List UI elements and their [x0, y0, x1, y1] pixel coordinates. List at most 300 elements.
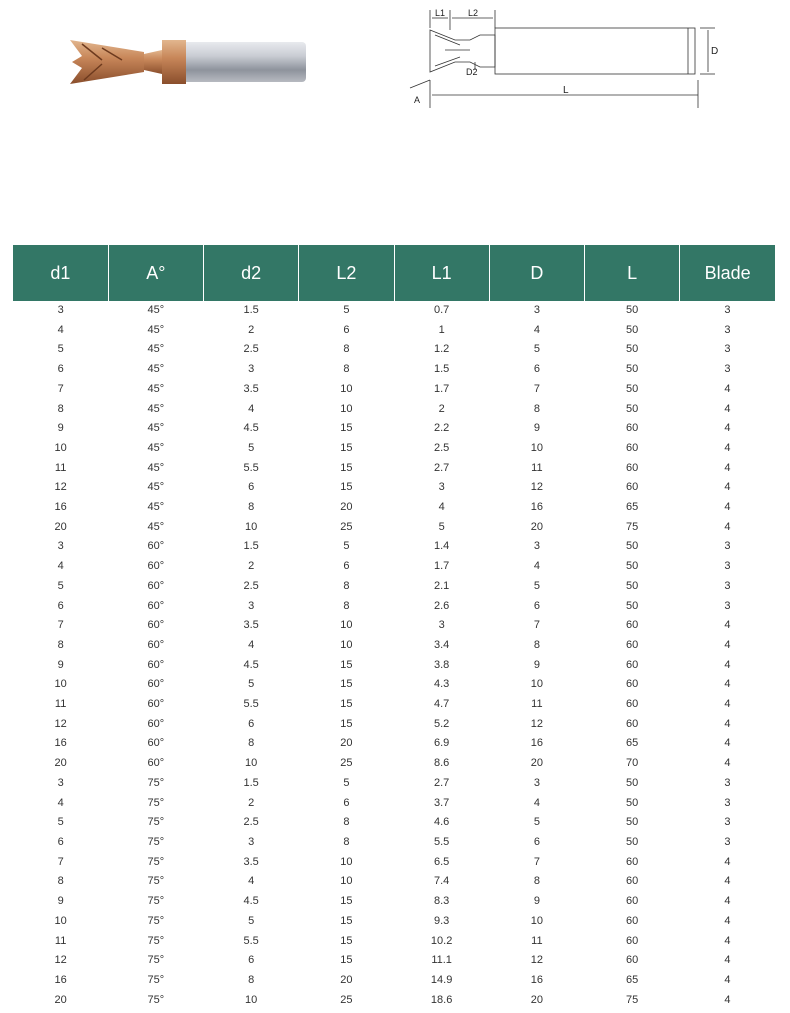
spec-table: [13, 245, 775, 1010]
table-cell: 2: [248, 560, 255, 573]
table-cell: 5: [533, 343, 540, 356]
table-cell: 60: [626, 461, 639, 474]
table-cell: 45°: [147, 481, 165, 494]
table-cell: 9: [57, 422, 64, 435]
table-cell: 6: [57, 835, 64, 848]
table-cell: 45°: [147, 402, 165, 415]
table-cell: 60°: [147, 579, 165, 592]
table-cell: 4: [724, 895, 731, 908]
table-cell: 15: [340, 895, 353, 908]
table-cell: 60°: [147, 717, 165, 730]
table-cell: 5.2: [433, 717, 450, 730]
table-cell: 20: [340, 501, 353, 514]
table-cell: 15: [340, 717, 353, 730]
table-cell: 3: [724, 599, 731, 612]
table-header-row: [13, 245, 775, 301]
table-cell: 10: [340, 382, 353, 395]
table-cell: 4: [724, 875, 731, 888]
table-cell: 65: [626, 501, 639, 514]
table-cell: 50: [626, 579, 639, 592]
table-cell: 3: [724, 776, 731, 789]
table-cell: 10: [340, 638, 353, 651]
table-cell: 5: [343, 304, 350, 316]
table-row: [13, 478, 775, 498]
table-cell: 45°: [147, 461, 165, 474]
table-cell: 4: [724, 698, 731, 711]
table-cell: 75°: [147, 973, 165, 986]
table-row: [13, 321, 775, 341]
table-cell: 4: [724, 914, 731, 927]
table-cell: 45°: [147, 343, 165, 356]
table-cell: 3: [57, 540, 64, 553]
table-cell: 60°: [147, 658, 165, 671]
table-cell: 60°: [147, 737, 165, 750]
table-cell: 4: [724, 441, 731, 454]
table-row: [13, 616, 775, 636]
table-row: [13, 498, 775, 518]
shank: [182, 42, 306, 82]
table-cell: 10: [54, 441, 67, 454]
cutter-head: [70, 40, 144, 84]
table-row: [13, 301, 775, 321]
table-cell: 16: [54, 973, 67, 986]
table-cell: 10: [245, 993, 258, 1006]
table-cell: 4.6: [433, 816, 450, 829]
table-cell: 15: [340, 678, 353, 691]
table-cell: 1.5: [243, 776, 259, 789]
table-row: [13, 932, 775, 952]
table-cell: 6: [248, 954, 255, 967]
table-cell: 20: [530, 520, 543, 533]
table-cell: 2.1: [433, 579, 450, 592]
table-cell: 10: [54, 914, 67, 927]
table-cell: 5: [533, 579, 540, 592]
table-row: [13, 577, 775, 597]
dim-a-label: A: [414, 95, 421, 105]
table-cell: 5.5: [433, 835, 450, 848]
table-cell: 60°: [147, 619, 165, 632]
table-cell: 5: [57, 579, 64, 592]
column-header: d2: [204, 245, 299, 301]
table-cell: 4: [57, 560, 64, 573]
dim-d-label: D: [711, 46, 719, 57]
table-cell: 8: [343, 343, 350, 356]
table-cell: 7: [533, 855, 540, 868]
table-cell: 5: [343, 776, 350, 789]
table-cell: 4: [248, 875, 255, 888]
table-cell: 20: [54, 993, 67, 1006]
table-cell: 15: [340, 461, 353, 474]
table-cell: 8: [248, 501, 255, 514]
table-cell: 4: [724, 461, 731, 474]
table-cell: 45°: [147, 363, 165, 376]
table-cell: 4.5: [243, 422, 259, 435]
table-cell: 60: [626, 895, 639, 908]
table-cell: 10: [54, 678, 67, 691]
table-cell: 50: [626, 776, 639, 789]
table-cell: 3: [724, 343, 731, 356]
table-cell: 8: [57, 638, 64, 651]
table-cell: 5: [248, 678, 255, 691]
table-cell: 9: [57, 895, 64, 908]
table-cell: 9.3: [433, 914, 450, 927]
table-cell: 2: [248, 323, 255, 336]
table-cell: 11: [531, 461, 543, 474]
table-cell: 0.7: [433, 304, 450, 316]
table-cell: 4: [724, 934, 731, 947]
table-cell: 5.5: [243, 934, 259, 947]
table-cell: 60: [626, 934, 639, 947]
column-header: Blade: [680, 245, 775, 301]
table-cell: 6: [57, 599, 64, 612]
table-cell: 50: [626, 540, 639, 553]
table-row: [13, 794, 775, 814]
table-cell: 1.5: [243, 540, 259, 553]
table-cell: 9: [533, 422, 540, 435]
table-row: [13, 774, 775, 794]
table-cell: 1.7: [433, 382, 450, 395]
table-cell: 16: [530, 973, 543, 986]
table-cell: 8: [533, 402, 540, 415]
table-cell: 3: [438, 619, 445, 632]
table-cell: 20: [530, 757, 543, 770]
table-cell: 4.5: [243, 895, 259, 908]
table-cell: 75°: [147, 855, 165, 868]
table-cell: 75°: [147, 816, 165, 829]
table-cell: 5: [343, 540, 350, 553]
table-cell: 45°: [147, 304, 165, 316]
table-cell: 3: [724, 816, 731, 829]
table-cell: 3: [533, 776, 540, 789]
table-cell: 75°: [147, 895, 165, 908]
table-cell: 4: [57, 323, 64, 336]
table-row: [13, 518, 775, 538]
table-cell: 8: [57, 875, 64, 888]
table-cell: 12: [530, 481, 543, 494]
table-cell: 15: [340, 698, 353, 711]
table-cell: 5: [57, 343, 64, 356]
table-cell: 3: [438, 481, 445, 494]
table-cell: 60°: [147, 560, 165, 573]
table-cell: 16: [530, 737, 543, 750]
table-cell: 4: [724, 717, 731, 730]
table-cell: 2.7: [433, 461, 450, 474]
table-cell: 2.6: [433, 599, 450, 612]
table-cell: 20: [340, 737, 353, 750]
table-cell: 3.5: [243, 619, 259, 632]
table-cell: 8: [57, 402, 64, 415]
table-cell: 60°: [147, 540, 165, 553]
table-cell: 11: [54, 934, 67, 947]
table-cell: 45°: [147, 441, 165, 454]
table-cell: 15: [340, 441, 353, 454]
table-cell: 7.4: [433, 875, 450, 888]
table-row: [13, 734, 775, 754]
table-cell: 4.7: [433, 698, 450, 711]
table-cell: 3: [248, 599, 255, 612]
table-cell: 4: [724, 993, 731, 1006]
table-cell: 25: [340, 757, 353, 770]
table-cell: 45°: [147, 520, 165, 533]
table-row: [13, 715, 775, 735]
table-cell: 6: [248, 717, 255, 730]
table-cell: 4: [724, 855, 731, 868]
table-cell: 15: [340, 934, 353, 947]
table-cell: 3: [724, 560, 731, 573]
table-cell: 11: [54, 698, 67, 711]
table-cell: 10: [530, 678, 543, 691]
table-cell: 50: [626, 343, 639, 356]
table-cell: 7: [57, 619, 64, 632]
table-cell: 11: [531, 934, 543, 947]
table-cell: 8: [343, 579, 350, 592]
table-cell: 60°: [147, 757, 165, 770]
table-cell: 10: [530, 914, 543, 927]
table-cell: 60: [626, 658, 639, 671]
table-cell: 4: [533, 796, 540, 809]
table-cell: 65: [626, 973, 639, 986]
table-cell: 2.5: [243, 816, 259, 829]
table-cell: 50: [626, 363, 639, 376]
table-cell: 3: [248, 363, 255, 376]
table-cell: 60: [626, 914, 639, 927]
table-row: [13, 991, 775, 1011]
table-cell: 60: [626, 678, 639, 691]
table-cell: 1.5: [243, 304, 259, 316]
table-cell: 14.9: [430, 973, 453, 986]
table-cell: 50: [626, 835, 639, 848]
table-cell: 45°: [147, 422, 165, 435]
table-row: [13, 360, 775, 380]
product-photo: [62, 30, 312, 90]
table-cell: 6: [533, 835, 540, 848]
table-cell: 10: [340, 855, 353, 868]
table-cell: 6: [343, 323, 350, 336]
neck: [144, 50, 162, 74]
table-cell: 7: [57, 382, 64, 395]
table-row: [13, 537, 775, 557]
table-cell: 3: [57, 776, 64, 789]
table-cell: 50: [626, 816, 639, 829]
table-cell: 3: [57, 304, 64, 316]
table-cell: 4: [438, 501, 445, 514]
table-cell: 50: [626, 796, 639, 809]
table-cell: 60: [626, 875, 639, 888]
table-row: [13, 557, 775, 577]
table-row: [13, 675, 775, 695]
table-cell: 5: [248, 441, 255, 454]
table-cell: 2.2: [433, 422, 450, 435]
table-cell: 60: [626, 619, 639, 632]
table-cell: 75°: [147, 934, 165, 947]
table-cell: 3.5: [243, 382, 259, 395]
table-cell: 8: [343, 835, 350, 848]
table-cell: 3.4: [433, 638, 450, 651]
table-cell: 4: [724, 382, 731, 395]
table-cell: 3: [724, 540, 731, 553]
table-cell: 12: [530, 717, 543, 730]
table-cell: 4: [724, 501, 731, 514]
table-cell: 60: [626, 698, 639, 711]
table-cell: 20: [340, 973, 353, 986]
table-cell: 20: [530, 993, 543, 1006]
table-cell: 11: [54, 461, 67, 474]
table-cell: 5.5: [243, 698, 259, 711]
table-row: [13, 419, 775, 439]
table-cell: 6: [343, 560, 350, 573]
table-cell: 6.9: [433, 737, 450, 750]
column-header: L: [585, 245, 680, 301]
table-cell: 60: [626, 638, 639, 651]
table-cell: 10: [530, 441, 543, 454]
table-cell: 4.5: [243, 658, 259, 671]
table-cell: 50: [626, 304, 639, 316]
table-cell: 3: [533, 540, 540, 553]
table-cell: 50: [626, 402, 639, 415]
table-body: [13, 301, 775, 1010]
table-cell: 60: [626, 855, 639, 868]
table-cell: 75: [626, 520, 639, 533]
table-row: [13, 340, 775, 360]
table-cell: 4.3: [433, 678, 450, 691]
table-cell: 50: [626, 323, 639, 336]
table-cell: 45°: [147, 501, 165, 514]
dim-d2-label: D2: [466, 67, 478, 77]
table-cell: 8: [343, 816, 350, 829]
table-cell: 1.7: [433, 560, 450, 573]
table-cell: 2.5: [243, 579, 259, 592]
table-cell: 75°: [147, 914, 165, 927]
table-cell: 75°: [147, 993, 165, 1006]
dim-l2-label: L2: [468, 8, 479, 18]
table-cell: 70: [626, 757, 639, 770]
table-cell: 7: [57, 855, 64, 868]
table-row: [13, 400, 775, 420]
table-cell: 75°: [147, 796, 165, 809]
table-cell: 4: [533, 560, 540, 573]
table-cell: 1: [438, 323, 445, 336]
table-cell: 6: [533, 599, 540, 612]
table-cell: 1.5: [433, 363, 450, 376]
table-cell: 5: [533, 816, 540, 829]
table-cell: 60: [626, 717, 639, 730]
table-cell: 75: [626, 993, 639, 1006]
table-cell: 15: [340, 954, 353, 967]
table-cell: 6: [57, 363, 64, 376]
table-cell: 4: [57, 796, 64, 809]
table-cell: 5: [248, 914, 255, 927]
table-row: [13, 971, 775, 991]
table-row: [13, 695, 775, 715]
table-row: [13, 380, 775, 400]
table-cell: 8.6: [433, 757, 450, 770]
table-cell: 60: [626, 422, 639, 435]
table-row: [13, 912, 775, 932]
table-cell: 4: [724, 422, 731, 435]
technical-drawing: [400, 0, 730, 115]
table-cell: 10: [245, 520, 258, 533]
table-cell: 16: [54, 501, 67, 514]
column-header: L1: [394, 245, 489, 301]
table-cell: 4: [724, 520, 731, 533]
table-cell: 50: [626, 382, 639, 395]
table-row: [13, 636, 775, 656]
table-cell: 4: [724, 481, 731, 494]
table-cell: 5: [57, 816, 64, 829]
table-cell: 4: [248, 402, 255, 415]
table-cell: 3: [724, 323, 731, 336]
table-cell: 4: [724, 658, 731, 671]
table-cell: 10: [340, 875, 353, 888]
table-cell: 20: [54, 520, 67, 533]
table-cell: 4: [724, 678, 731, 691]
table-cell: 4: [724, 737, 731, 750]
table-cell: 4: [724, 757, 731, 770]
table-cell: 10: [245, 757, 258, 770]
table-cell: 3.8: [433, 658, 450, 671]
table-cell: 8: [248, 737, 255, 750]
table-row: [13, 833, 775, 853]
table-cell: 60°: [147, 638, 165, 651]
table-cell: 20: [54, 757, 67, 770]
table-cell: 8: [533, 638, 540, 651]
table-cell: 6: [248, 481, 255, 494]
table-cell: 8: [533, 875, 540, 888]
table-row: [13, 951, 775, 971]
table-cell: 10: [340, 619, 353, 632]
table-cell: 12: [530, 954, 543, 967]
column-header: A°: [108, 245, 203, 301]
table-cell: 16: [530, 501, 543, 514]
table-cell: 15: [340, 914, 353, 927]
table-cell: 4: [724, 619, 731, 632]
table-cell: 15: [340, 422, 353, 435]
table-cell: 65: [626, 737, 639, 750]
table-cell: 7: [533, 619, 540, 632]
table-cell: 9: [533, 658, 540, 671]
table-cell: 4: [533, 323, 540, 336]
table-cell: 60°: [147, 599, 165, 612]
table-cell: 8: [343, 363, 350, 376]
table-cell: 12: [54, 717, 67, 730]
table-cell: 4: [248, 638, 255, 651]
table-cell: 2.7: [433, 776, 450, 789]
table-cell: 3: [724, 363, 731, 376]
table-cell: 1.4: [433, 540, 450, 553]
table-cell: 4: [724, 638, 731, 651]
table-cell: 15: [340, 481, 353, 494]
table-cell: 3: [724, 796, 731, 809]
table-cell: 12: [54, 954, 67, 967]
table-cell: 75°: [147, 875, 165, 888]
table-cell: 6.5: [433, 855, 450, 868]
table-cell: 11: [531, 698, 543, 711]
table-cell: 5.5: [243, 461, 259, 474]
table-cell: 50: [626, 560, 639, 573]
table-row: [13, 853, 775, 873]
dim-l1-label: L1: [435, 8, 446, 18]
table-row: [13, 459, 775, 479]
table-cell: 60: [626, 954, 639, 967]
table-cell: 10.2: [430, 934, 453, 947]
table-cell: 2.5: [243, 343, 259, 356]
table-cell: 3: [724, 835, 731, 848]
table-cell: 12: [54, 481, 67, 494]
table-row: [13, 597, 775, 617]
table-cell: 8: [248, 973, 255, 986]
table-cell: 75°: [147, 776, 165, 789]
table-cell: 4: [724, 402, 731, 415]
